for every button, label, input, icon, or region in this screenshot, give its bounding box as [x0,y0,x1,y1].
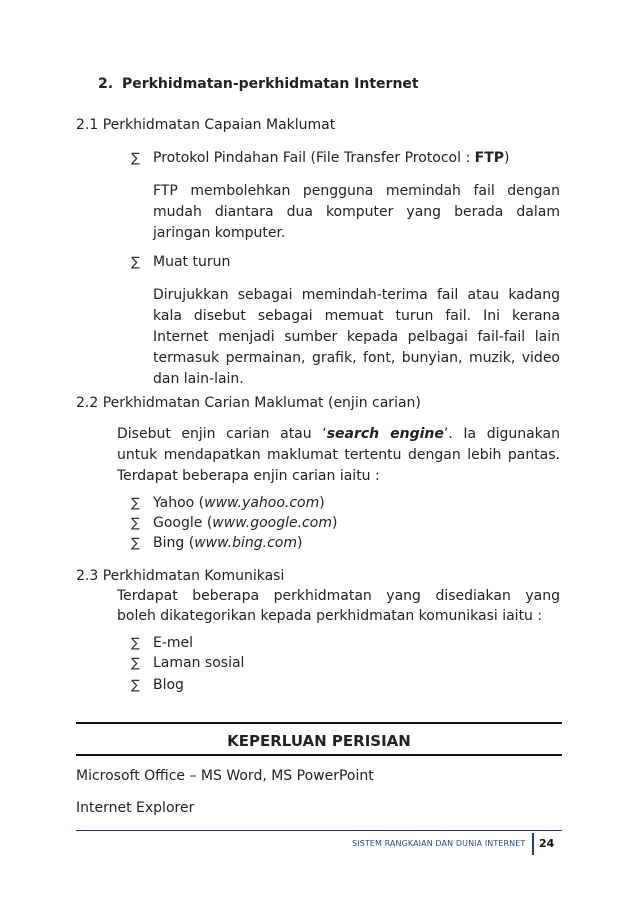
footer-title: SISTEM RANGKAIAN DAN DUNIA INTERNET [352,839,526,848]
divider-bottom [76,754,562,756]
comm-item-blog: Blog [153,677,184,693]
search-engine-emphasis: search engine [326,426,444,442]
bullet-icon: ∑ [131,536,140,551]
subsection-2-2-title: 2.2 Perkhidmatan Carian Maklumat (enjin carian) [76,395,421,411]
search-engine-paragraph: Disebut enjin carian atau ‘search engine’. Ia digunakan untuk mendapatkan maklumat tertentu dengan lebih pantas. Terdapat beberapa enjin carian iaitu : [117,426,560,484]
footer-rule [76,830,562,831]
download-description: Dirujukkan sebagai memindah-terima fail atau kadang kala disebut sebagai memuat turun fail. Ini kerana Internet menjadi sumber kepada pelbagai fail-fail lain termasuk permainan, grafik, font, bunyian, muzik, video dan lain-lain. [153,287,560,387]
bullet-icon: ∑ [131,636,140,651]
section-number: 2. [98,76,114,92]
bullet-icon: ∑ [131,656,140,671]
subsection-2-3-title: 2.3 Perkhidmatan Komunikasi [76,568,285,584]
bullet-icon: ∑ [131,678,140,693]
bullet-icon: ∑ [131,496,140,511]
software-item-ie: Internet Explorer [76,800,195,816]
software-item-office: Microsoft Office – MS Word, MS PowerPoint [76,768,374,784]
software-heading: KEPERLUAN PERISIAN [227,732,411,750]
subsection-2-1-title: 2.1 Perkhidmatan Capaian Maklumat [76,117,336,133]
comm-item-email: E-mel [153,635,194,651]
section-title: Perkhidmatan-perkhidmatan Internet [121,76,419,92]
engine-item-bing: Bing (www.bing.com) [153,535,303,551]
comm-item-social: Laman sosial [153,655,245,671]
section-heading [98,76,419,92]
page-number: 24 [539,837,555,850]
download-item-label: Muat turun [153,254,231,270]
engine-item-yahoo: Yahoo (www.yahoo.com) [153,495,325,511]
engine-item-google: Google (www.google.com) [153,515,338,531]
ftp-bold: FTP [474,150,504,166]
bing-link: www.bing.com [194,535,297,551]
bullet-icon: ∑ [131,151,140,166]
ftp-description: FTP membolehkan pengguna memindah fail dengan mudah diantara dua komputer yang berada dalam jaringan komputer. [153,183,560,241]
yahoo-link: www.yahoo.com [204,495,320,511]
communication-paragraph-line2: boleh dikategorikan kepada perkhidmatan komunikasi iaitu : [117,608,543,624]
divider-top [76,722,562,724]
bullet-icon: ∑ [131,255,140,270]
footer-separator [532,833,534,855]
google-link: www.google.com [212,515,332,531]
bullet-icon: ∑ [131,516,140,531]
communication-paragraph-line1: Terdapat beberapa perkhidmatan yang disediakan yang [117,588,560,604]
ftp-item-label: Protokol Pindahan Fail (File Transfer Protocol : FTP) [153,150,510,166]
